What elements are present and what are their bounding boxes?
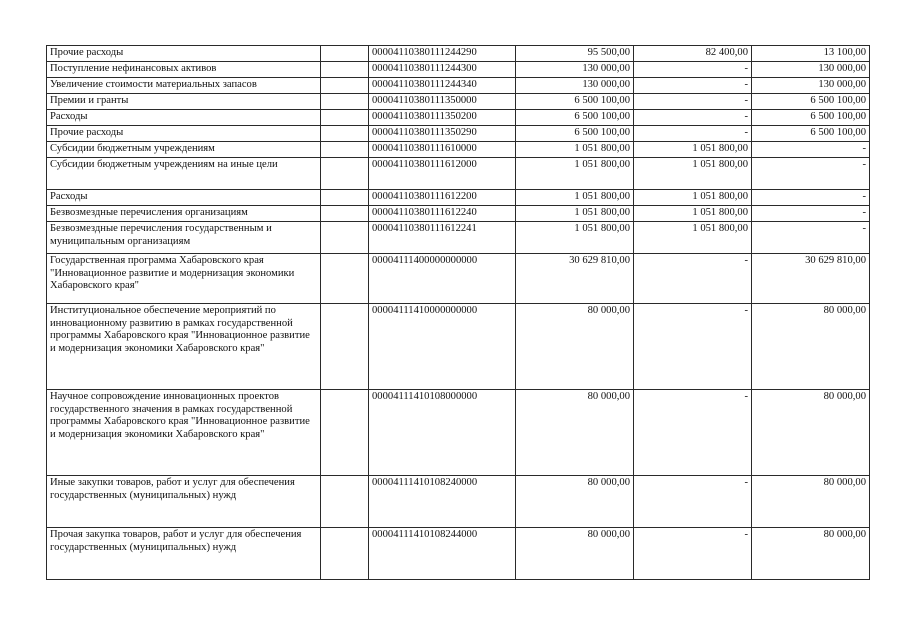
row-value-2-cell: - <box>634 528 752 580</box>
row-code-cell: 00004111400000000000 <box>369 254 516 304</box>
row-name-cell: Поступление нефинансовых активов <box>47 62 321 78</box>
row-value-1-cell: 1 051 800,00 <box>516 206 634 222</box>
row-code-cell: 00004110380111612240 <box>369 206 516 222</box>
table-row <box>47 126 870 142</box>
table-row <box>47 46 870 62</box>
row-code-cell: 00004110380111244300 <box>369 62 516 78</box>
row-empty-cell <box>321 476 369 528</box>
row-value-2-cell: - <box>634 126 752 142</box>
row-value-3-cell: 6 500 100,00 <box>752 94 870 110</box>
row-value-1-cell: 6 500 100,00 <box>516 94 634 110</box>
row-name-cell: Безвозмездные перечисления организациям <box>47 206 321 222</box>
row-value-3-cell: 13 100,00 <box>752 46 870 62</box>
table-row <box>47 528 870 580</box>
row-code-cell: 00004110380111350290 <box>369 126 516 142</box>
budget-table <box>46 45 870 580</box>
row-value-3-cell: - <box>752 142 870 158</box>
row-name-cell: Прочие расходы <box>47 46 321 62</box>
row-value-3-cell: 6 500 100,00 <box>752 110 870 126</box>
row-value-1-cell: 6 500 100,00 <box>516 110 634 126</box>
row-empty-cell <box>321 190 369 206</box>
table-row <box>47 476 870 528</box>
row-name-cell: Институциональное обеспечение мероприятий по инновационному развитию в рамках государственной программы Хабаровского края "Инновационное развитие и модернизация экономики Хабаровского края" <box>47 304 321 390</box>
row-value-1-cell: 130 000,00 <box>516 78 634 94</box>
row-empty-cell <box>321 254 369 304</box>
table-row <box>47 390 870 476</box>
row-value-2-cell: 1 051 800,00 <box>634 158 752 190</box>
row-value-1-cell: 1 051 800,00 <box>516 222 634 254</box>
row-code-cell: 00004110380111244340 <box>369 78 516 94</box>
row-value-2-cell: - <box>634 304 752 390</box>
row-value-3-cell: 130 000,00 <box>752 78 870 94</box>
row-name-cell: Иные закупки товаров, работ и услуг для обеспечения государственных (муниципальных) нужд <box>47 476 321 528</box>
row-value-2-cell: 1 051 800,00 <box>634 206 752 222</box>
row-name-cell: Государственная программа Хабаровского края "Инновационное развитие и модернизация экономики Хабаровского края" <box>47 254 321 304</box>
row-name-cell: Субсидии бюджетным учреждениям на иные цели <box>47 158 321 190</box>
row-value-1-cell: 95 500,00 <box>516 46 634 62</box>
row-value-1-cell: 1 051 800,00 <box>516 158 634 190</box>
row-value-3-cell: 80 000,00 <box>752 390 870 476</box>
row-empty-cell <box>321 62 369 78</box>
table-row <box>47 254 870 304</box>
row-value-1-cell: 1 051 800,00 <box>516 190 634 206</box>
row-name-cell: Расходы <box>47 110 321 126</box>
row-value-2-cell: - <box>634 476 752 528</box>
row-code-cell: 00004110380111350000 <box>369 94 516 110</box>
row-empty-cell <box>321 94 369 110</box>
row-code-cell: 00004111410108000000 <box>369 390 516 476</box>
row-empty-cell <box>321 110 369 126</box>
row-value-3-cell: 80 000,00 <box>752 304 870 390</box>
row-value-1-cell: 80 000,00 <box>516 304 634 390</box>
row-empty-cell <box>321 142 369 158</box>
row-name-cell: Увеличение стоимости материальных запасов <box>47 78 321 94</box>
row-name-cell: Прочие расходы <box>47 126 321 142</box>
table-row <box>47 142 870 158</box>
row-value-1-cell: 6 500 100,00 <box>516 126 634 142</box>
row-value-2-cell: 1 051 800,00 <box>634 142 752 158</box>
table-row <box>47 110 870 126</box>
row-value-2-cell: 82 400,00 <box>634 46 752 62</box>
row-value-2-cell: - <box>634 390 752 476</box>
row-value-3-cell: - <box>752 206 870 222</box>
row-name-cell: Премии и гранты <box>47 94 321 110</box>
row-code-cell: 00004110380111244290 <box>369 46 516 62</box>
row-empty-cell <box>321 78 369 94</box>
row-empty-cell <box>321 46 369 62</box>
row-empty-cell <box>321 304 369 390</box>
table-row <box>47 94 870 110</box>
row-empty-cell <box>321 222 369 254</box>
row-empty-cell <box>321 390 369 476</box>
row-name-cell: Субсидии бюджетным учреждениям <box>47 142 321 158</box>
table-row <box>47 304 870 390</box>
row-value-1-cell: 30 629 810,00 <box>516 254 634 304</box>
row-value-1-cell: 1 051 800,00 <box>516 142 634 158</box>
row-value-1-cell: 130 000,00 <box>516 62 634 78</box>
row-value-3-cell: - <box>752 158 870 190</box>
row-code-cell: 00004110380111612000 <box>369 158 516 190</box>
row-code-cell: 00004110380111610000 <box>369 142 516 158</box>
table-row <box>47 158 870 190</box>
budget-table-body <box>47 46 870 580</box>
row-empty-cell <box>321 158 369 190</box>
row-code-cell: 00004111410108240000 <box>369 476 516 528</box>
row-value-3-cell: - <box>752 190 870 206</box>
row-value-1-cell: 80 000,00 <box>516 390 634 476</box>
row-code-cell: 00004111410000000000 <box>369 304 516 390</box>
row-name-cell: Прочая закупка товаров, работ и услуг для обеспечения государственных (муниципальных) нужд <box>47 528 321 580</box>
row-value-3-cell: 30 629 810,00 <box>752 254 870 304</box>
row-value-3-cell: 80 000,00 <box>752 476 870 528</box>
row-value-3-cell: 130 000,00 <box>752 62 870 78</box>
row-value-3-cell: - <box>752 222 870 254</box>
row-name-cell: Безвозмездные перечисления государственным и муниципальным организациям <box>47 222 321 254</box>
table-row <box>47 222 870 254</box>
row-value-1-cell: 80 000,00 <box>516 476 634 528</box>
row-value-2-cell: 1 051 800,00 <box>634 190 752 206</box>
table-row <box>47 62 870 78</box>
row-value-2-cell: - <box>634 94 752 110</box>
table-row <box>47 190 870 206</box>
row-code-cell: 00004110380111350200 <box>369 110 516 126</box>
row-value-1-cell: 80 000,00 <box>516 528 634 580</box>
table-row <box>47 206 870 222</box>
row-value-2-cell: - <box>634 254 752 304</box>
row-value-2-cell: - <box>634 110 752 126</box>
row-code-cell: 00004111410108244000 <box>369 528 516 580</box>
row-value-2-cell: - <box>634 78 752 94</box>
row-code-cell: 00004110380111612200 <box>369 190 516 206</box>
row-value-2-cell: - <box>634 62 752 78</box>
row-name-cell: Научное сопровождение инновационных проектов государственного значения в рамках государственной программы Хабаровского края "Инновационное развитие и модернизация экономики Хабаровского края" <box>47 390 321 476</box>
row-empty-cell <box>321 126 369 142</box>
row-value-3-cell: 80 000,00 <box>752 528 870 580</box>
row-value-2-cell: 1 051 800,00 <box>634 222 752 254</box>
row-empty-cell <box>321 206 369 222</box>
row-value-3-cell: 6 500 100,00 <box>752 126 870 142</box>
table-row <box>47 78 870 94</box>
row-code-cell: 00004110380111612241 <box>369 222 516 254</box>
row-empty-cell <box>321 528 369 580</box>
row-name-cell: Расходы <box>47 190 321 206</box>
